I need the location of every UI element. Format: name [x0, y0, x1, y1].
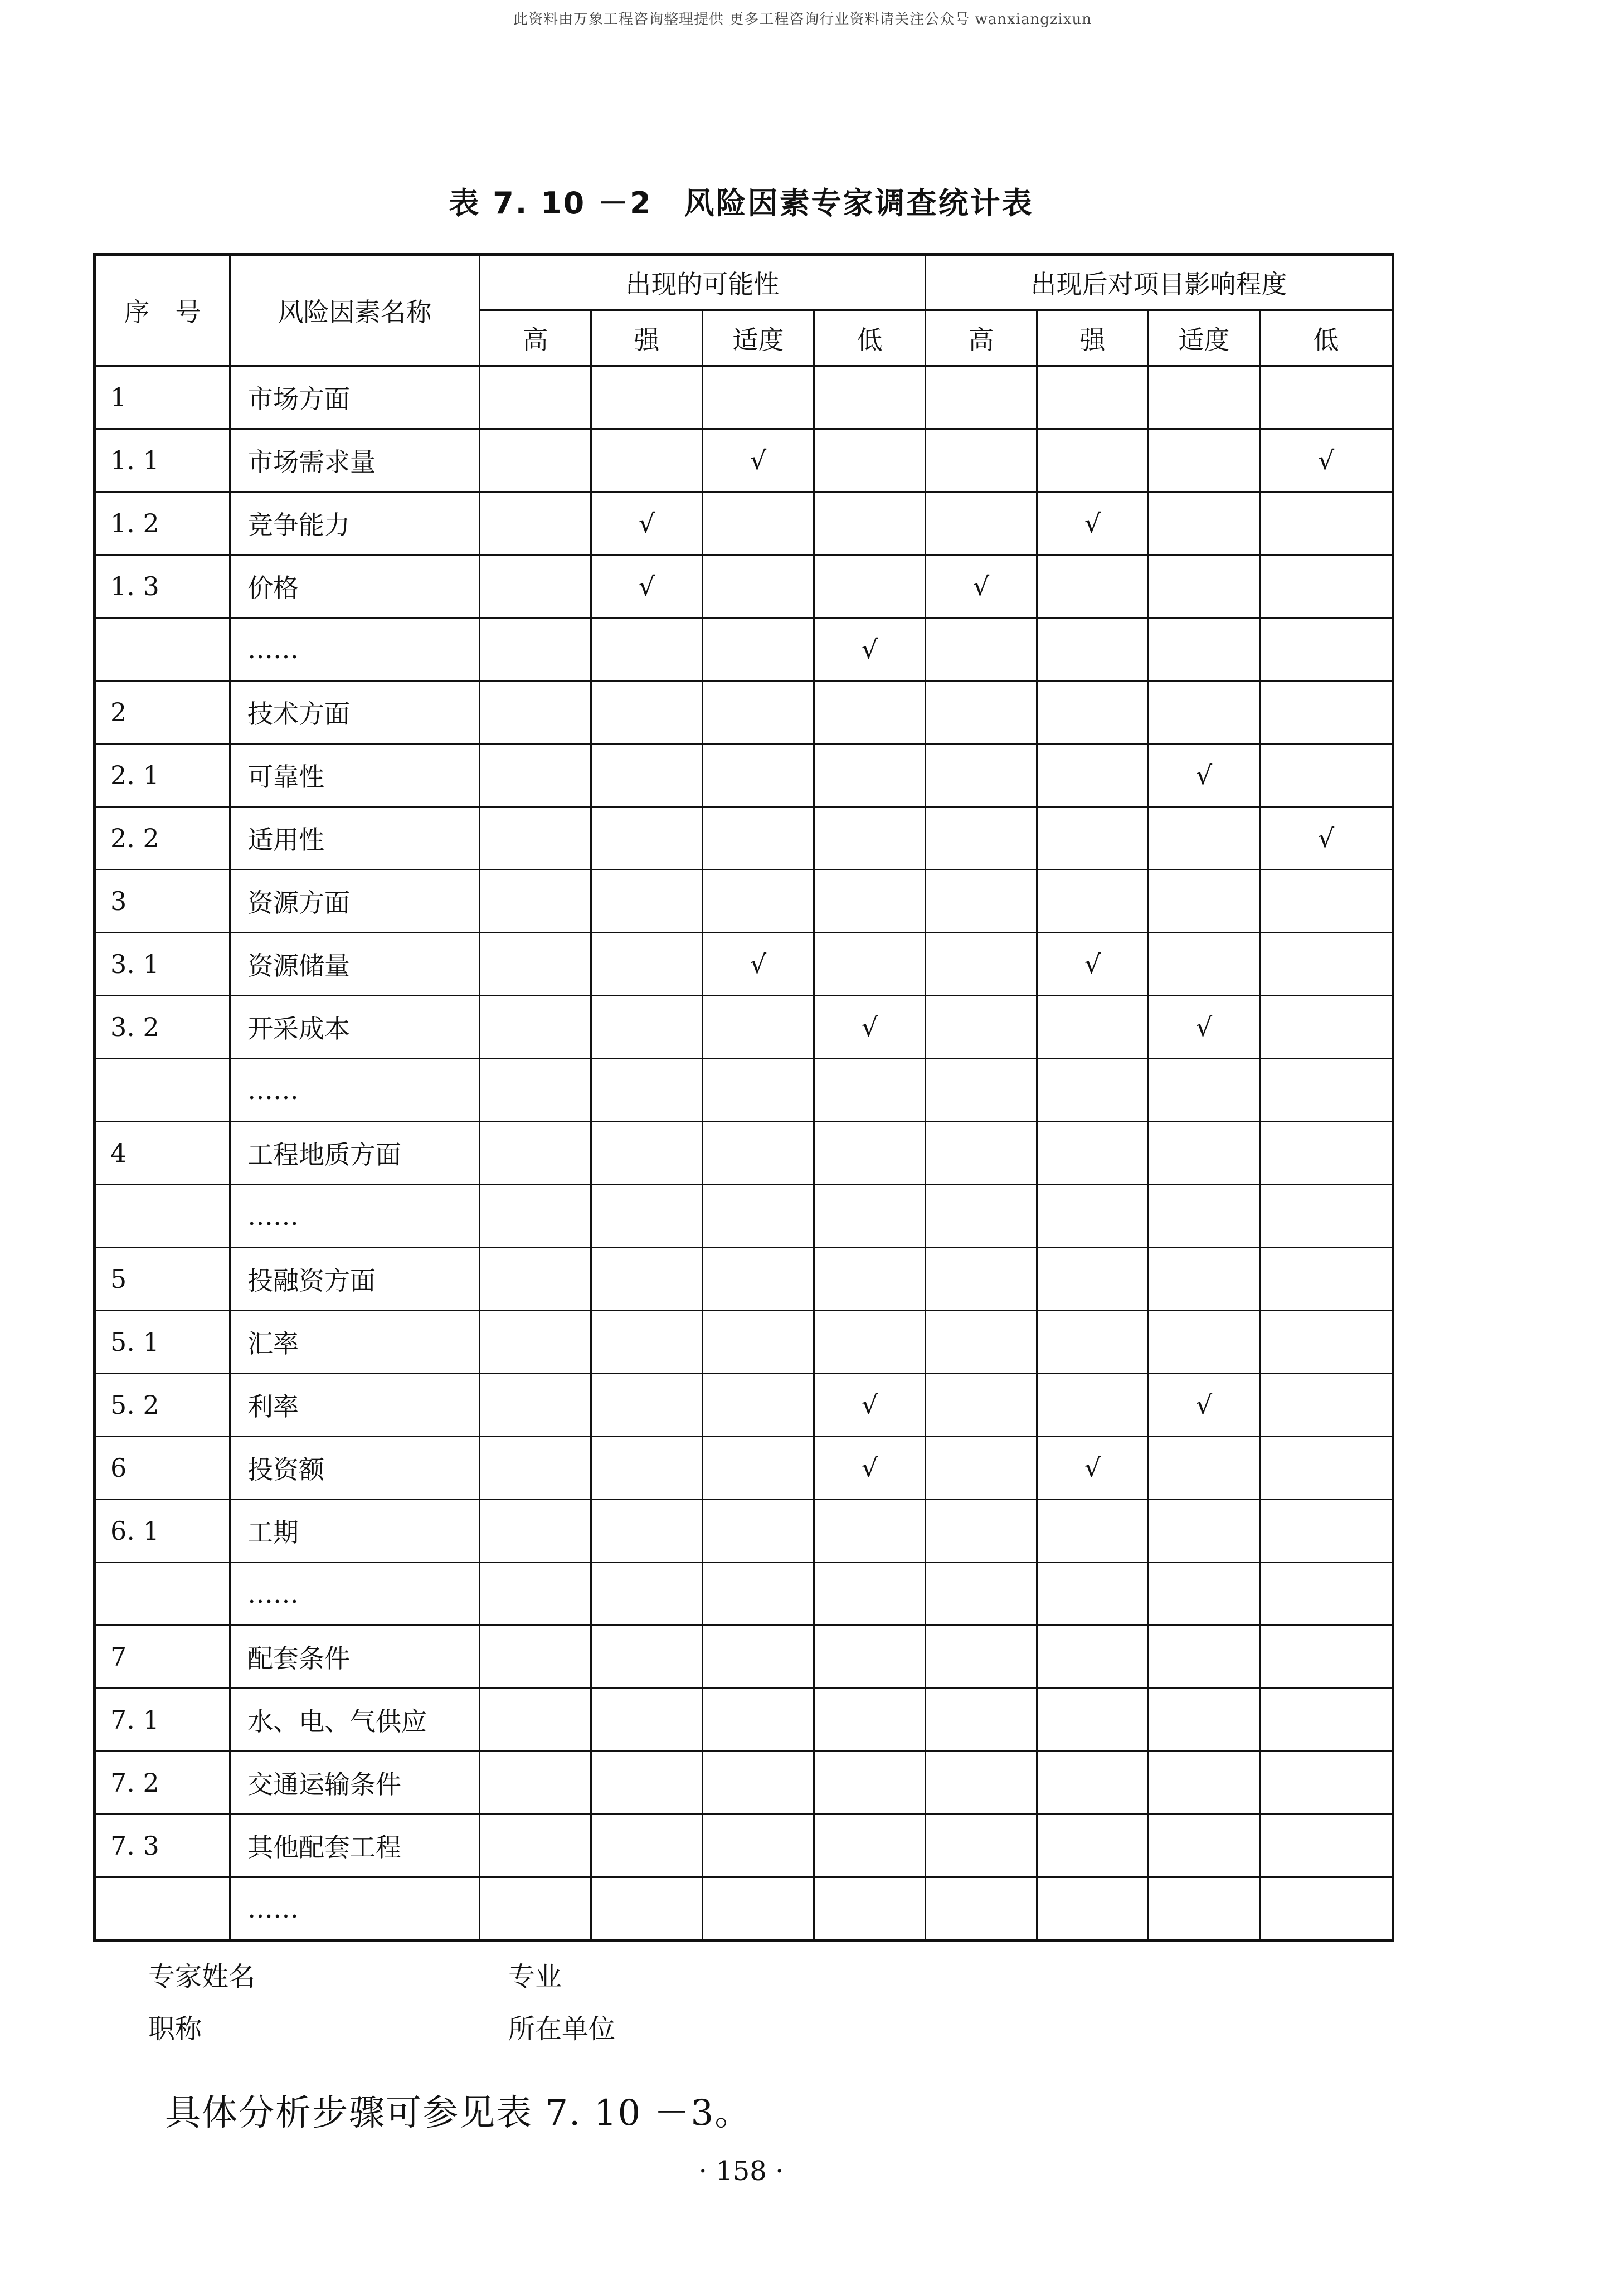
row-seq: 5 [95, 1248, 230, 1311]
empty-cell [926, 870, 1037, 933]
empty-cell [926, 996, 1037, 1059]
empty-cell [703, 807, 814, 870]
check-mark-cell: √ [591, 492, 703, 555]
row-seq: 3. 2 [95, 996, 230, 1059]
row-seq: 1. 2 [95, 492, 230, 555]
empty-cell [1149, 492, 1260, 555]
empty-cell [480, 1059, 591, 1122]
empty-cell [1037, 681, 1149, 744]
empty-cell [1260, 1877, 1393, 1940]
empty-cell [703, 1059, 814, 1122]
empty-cell [703, 1815, 814, 1877]
risk-table-body [95, 366, 1393, 1940]
table-row [95, 1689, 1393, 1752]
empty-cell [1260, 1185, 1393, 1248]
empty-cell [926, 1689, 1037, 1752]
empty-cell [1260, 996, 1393, 1059]
empty-cell [480, 1437, 591, 1500]
empty-cell [703, 870, 814, 933]
empty-cell [926, 1248, 1037, 1311]
empty-cell [480, 933, 591, 996]
empty-cell [703, 1185, 814, 1248]
empty-cell [1037, 807, 1149, 870]
row-risk-name: 资源方面 [230, 870, 480, 933]
empty-cell [591, 1500, 703, 1563]
table-row [95, 366, 1393, 429]
empty-cell [591, 1374, 703, 1437]
empty-cell [591, 933, 703, 996]
empty-cell [814, 1815, 926, 1877]
empty-cell [1149, 618, 1260, 681]
empty-cell [703, 1752, 814, 1815]
empty-cell [1149, 1815, 1260, 1877]
row-risk-name: 汇率 [230, 1311, 480, 1374]
empty-cell [1149, 1626, 1260, 1689]
empty-cell [1037, 366, 1149, 429]
empty-cell [703, 1374, 814, 1437]
empty-cell [1037, 618, 1149, 681]
empty-cell [1149, 555, 1260, 618]
row-risk-name: 可靠性 [230, 744, 480, 807]
empty-cell [703, 1437, 814, 1500]
empty-cell [1260, 1500, 1393, 1563]
empty-cell [480, 807, 591, 870]
empty-cell [591, 429, 703, 492]
table-row [95, 1374, 1393, 1437]
row-risk-name: 工程地质方面 [230, 1122, 480, 1185]
check-mark-cell: √ [814, 1437, 926, 1500]
table-title: 表 7. 10 －2 风险因素专家调查统计表 [449, 186, 1034, 221]
header-possibility: 出现的可能性 [480, 255, 926, 310]
empty-cell [814, 492, 926, 555]
empty-cell [814, 1059, 926, 1122]
expert-name-label: 专家姓名 [148, 1961, 256, 1992]
empty-cell [1037, 744, 1149, 807]
check-mark-cell: √ [814, 996, 926, 1059]
check-mark-cell: √ [1260, 429, 1393, 492]
row-risk-name: 竞争能力 [230, 492, 480, 555]
empty-cell [591, 1689, 703, 1752]
empty-cell [814, 1500, 926, 1563]
row-seq [95, 1185, 230, 1248]
empty-cell [1037, 1815, 1149, 1877]
check-mark-cell: √ [926, 555, 1037, 618]
empty-cell [480, 996, 591, 1059]
row-risk-name: 水、电、气供应 [230, 1689, 480, 1752]
empty-cell [814, 681, 926, 744]
row-seq: 5. 1 [95, 1311, 230, 1374]
level-strong: 强 [1037, 310, 1149, 366]
empty-cell [814, 870, 926, 933]
empty-cell [591, 618, 703, 681]
empty-cell [703, 1311, 814, 1374]
table-row [95, 1248, 1393, 1311]
empty-cell [1037, 555, 1149, 618]
check-mark-cell: √ [591, 555, 703, 618]
empty-cell [703, 1122, 814, 1185]
empty-cell [1037, 429, 1149, 492]
check-mark-cell: √ [1149, 744, 1260, 807]
empty-cell [703, 492, 814, 555]
empty-cell [814, 1185, 926, 1248]
empty-cell [480, 492, 591, 555]
row-seq [95, 1877, 230, 1940]
empty-cell [1149, 807, 1260, 870]
empty-cell [591, 1815, 703, 1877]
row-risk-name: 市场需求量 [230, 429, 480, 492]
row-seq [95, 1563, 230, 1626]
empty-cell [1037, 870, 1149, 933]
empty-cell [1149, 1500, 1260, 1563]
empty-cell [1260, 1563, 1393, 1626]
row-risk-name: …… [230, 1563, 480, 1626]
empty-cell [1037, 1059, 1149, 1122]
row-risk-name: 价格 [230, 555, 480, 618]
table-row [95, 744, 1393, 807]
empty-cell [591, 1752, 703, 1815]
empty-cell [591, 1122, 703, 1185]
empty-cell [703, 1500, 814, 1563]
empty-cell [480, 366, 591, 429]
empty-cell [1260, 744, 1393, 807]
row-risk-name: 投融资方面 [230, 1248, 480, 1311]
table-row [95, 492, 1393, 555]
row-seq: 5. 2 [95, 1374, 230, 1437]
row-risk-name: 适用性 [230, 807, 480, 870]
empty-cell [926, 1374, 1037, 1437]
body-paragraph: 具体分析步骤可参见表 7. 10 －3。 [165, 2093, 752, 2134]
table-row [95, 1437, 1393, 1500]
empty-cell [1149, 1563, 1260, 1626]
empty-cell [926, 1815, 1037, 1877]
row-seq [95, 1059, 230, 1122]
check-mark-cell: √ [814, 618, 926, 681]
empty-cell [591, 366, 703, 429]
table-row [95, 1626, 1393, 1689]
row-risk-name: 投资额 [230, 1437, 480, 1500]
empty-cell [926, 618, 1037, 681]
row-seq: 6. 1 [95, 1500, 230, 1563]
empty-cell [480, 618, 591, 681]
row-risk-name: 交通运输条件 [230, 1752, 480, 1815]
empty-cell [1260, 1752, 1393, 1815]
empty-cell [926, 1437, 1037, 1500]
row-risk-name: 市场方面 [230, 366, 480, 429]
empty-cell [1260, 366, 1393, 429]
row-risk-name: …… [230, 618, 480, 681]
empty-cell [814, 807, 926, 870]
empty-cell [480, 1311, 591, 1374]
empty-cell [591, 1626, 703, 1689]
empty-cell [480, 1877, 591, 1940]
level-high: 高 [480, 310, 591, 366]
table-row [95, 807, 1393, 870]
job-title-label: 职称 [148, 2013, 202, 2045]
header-risk-name: 风险因素名称 [230, 255, 480, 366]
level-high: 高 [926, 310, 1037, 366]
empty-cell [591, 681, 703, 744]
header-impact: 出现后对项目影响程度 [926, 255, 1393, 310]
empty-cell [591, 807, 703, 870]
check-mark-cell: √ [1260, 807, 1393, 870]
empty-cell [814, 1877, 926, 1940]
table-row [95, 1752, 1393, 1815]
empty-cell [1260, 1374, 1393, 1437]
table-row [95, 996, 1393, 1059]
empty-cell [1260, 870, 1393, 933]
empty-cell [703, 1877, 814, 1940]
empty-cell [480, 1500, 591, 1563]
row-seq: 3. 1 [95, 933, 230, 996]
empty-cell [814, 1311, 926, 1374]
level-moderate: 适度 [703, 310, 814, 366]
empty-cell [1260, 492, 1393, 555]
row-seq: 3 [95, 870, 230, 933]
empty-cell [1149, 870, 1260, 933]
empty-cell [926, 681, 1037, 744]
row-seq: 4 [95, 1122, 230, 1185]
empty-cell [926, 1877, 1037, 1940]
empty-cell [591, 744, 703, 807]
unit-label: 所在单位 [508, 2013, 616, 2045]
empty-cell [703, 996, 814, 1059]
row-seq: 7 [95, 1626, 230, 1689]
empty-cell [703, 1626, 814, 1689]
empty-cell [814, 933, 926, 996]
row-risk-name: 其他配套工程 [230, 1815, 480, 1877]
empty-cell [591, 1059, 703, 1122]
empty-cell [926, 1122, 1037, 1185]
empty-cell [926, 1185, 1037, 1248]
table-row [95, 681, 1393, 744]
empty-cell [703, 744, 814, 807]
empty-cell [1260, 555, 1393, 618]
level-low: 低 [1260, 310, 1393, 366]
level-low: 低 [814, 310, 926, 366]
empty-cell [1260, 933, 1393, 996]
row-risk-name: 配套条件 [230, 1626, 480, 1689]
empty-cell [926, 1500, 1037, 1563]
empty-cell [1149, 1122, 1260, 1185]
row-seq: 2 [95, 681, 230, 744]
empty-cell [1037, 1122, 1149, 1185]
header-seq: 序 号 [95, 255, 230, 366]
row-risk-name: 利率 [230, 1374, 480, 1437]
empty-cell [703, 1248, 814, 1311]
row-risk-name: 工期 [230, 1500, 480, 1563]
empty-cell [480, 1185, 591, 1248]
empty-cell [480, 1563, 591, 1626]
empty-cell [814, 366, 926, 429]
empty-cell [814, 744, 926, 807]
empty-cell [703, 1563, 814, 1626]
row-seq: 2. 1 [95, 744, 230, 807]
check-mark-cell: √ [1037, 492, 1149, 555]
empty-cell [1149, 1437, 1260, 1500]
table-row [95, 555, 1393, 618]
table-row [95, 1815, 1393, 1877]
table-row [95, 429, 1393, 492]
empty-cell [591, 1311, 703, 1374]
empty-cell [814, 429, 926, 492]
empty-cell [1149, 1877, 1260, 1940]
empty-cell [926, 492, 1037, 555]
empty-cell [1037, 1185, 1149, 1248]
empty-cell [1149, 681, 1260, 744]
empty-cell [1037, 1689, 1149, 1752]
empty-cell [1149, 1185, 1260, 1248]
empty-cell [1260, 1815, 1393, 1877]
row-risk-name: …… [230, 1059, 480, 1122]
empty-cell [480, 1374, 591, 1437]
row-risk-name: …… [230, 1877, 480, 1940]
table-row [95, 618, 1393, 681]
empty-cell [480, 870, 591, 933]
empty-cell [1260, 1122, 1393, 1185]
row-seq: 7. 1 [95, 1689, 230, 1752]
empty-cell [1260, 1689, 1393, 1752]
empty-cell [591, 1248, 703, 1311]
empty-cell [926, 1059, 1037, 1122]
empty-cell [480, 1248, 591, 1311]
level-strong: 强 [591, 310, 703, 366]
empty-cell [926, 807, 1037, 870]
empty-cell [591, 996, 703, 1059]
empty-cell [1037, 1563, 1149, 1626]
check-mark-cell: √ [703, 429, 814, 492]
check-mark-cell: √ [1149, 996, 1260, 1059]
empty-cell [703, 1689, 814, 1752]
empty-cell [1260, 1248, 1393, 1311]
empty-cell [1149, 429, 1260, 492]
level-moderate: 适度 [1149, 310, 1260, 366]
empty-cell [814, 1248, 926, 1311]
empty-cell [814, 1752, 926, 1815]
empty-cell [926, 933, 1037, 996]
row-seq: 1. 3 [95, 555, 230, 618]
empty-cell [480, 1689, 591, 1752]
empty-cell [1149, 366, 1260, 429]
table-row [95, 1185, 1393, 1248]
empty-cell [1149, 1689, 1260, 1752]
empty-cell [480, 744, 591, 807]
empty-cell [1037, 1877, 1149, 1940]
empty-cell [591, 1877, 703, 1940]
empty-cell [814, 1689, 926, 1752]
table-row [95, 1877, 1393, 1940]
empty-cell [814, 1563, 926, 1626]
page-number: · 158 · [698, 2156, 784, 2187]
empty-cell [480, 1815, 591, 1877]
empty-cell [1037, 996, 1149, 1059]
empty-cell [1260, 618, 1393, 681]
empty-cell [814, 1626, 926, 1689]
row-seq: 1 [95, 366, 230, 429]
row-seq: 7. 3 [95, 1815, 230, 1877]
empty-cell [591, 1437, 703, 1500]
empty-cell [703, 681, 814, 744]
empty-cell [1037, 1248, 1149, 1311]
empty-cell [480, 1122, 591, 1185]
table-row [95, 1500, 1393, 1563]
check-mark-cell: √ [814, 1374, 926, 1437]
empty-cell [1149, 1059, 1260, 1122]
empty-cell [703, 366, 814, 429]
row-risk-name: …… [230, 1185, 480, 1248]
table-row [95, 1311, 1393, 1374]
row-seq: 7. 2 [95, 1752, 230, 1815]
table-row [95, 870, 1393, 933]
empty-cell [480, 1752, 591, 1815]
row-seq: 2. 2 [95, 807, 230, 870]
table-row [95, 1563, 1393, 1626]
row-risk-name: 开采成本 [230, 996, 480, 1059]
empty-cell [1260, 1311, 1393, 1374]
empty-cell [1149, 1248, 1260, 1311]
empty-cell [591, 1185, 703, 1248]
empty-cell [1260, 681, 1393, 744]
empty-cell [926, 1626, 1037, 1689]
empty-cell [480, 555, 591, 618]
empty-cell [703, 555, 814, 618]
row-risk-name: 资源储量 [230, 933, 480, 996]
table-row [95, 1059, 1393, 1122]
empty-cell [926, 744, 1037, 807]
empty-cell [1037, 1500, 1149, 1563]
empty-cell [480, 1626, 591, 1689]
empty-cell [1260, 1626, 1393, 1689]
empty-cell [1037, 1374, 1149, 1437]
row-risk-name: 技术方面 [230, 681, 480, 744]
empty-cell [1260, 1059, 1393, 1122]
empty-cell [1149, 1752, 1260, 1815]
empty-cell [814, 555, 926, 618]
check-mark-cell: √ [1037, 933, 1149, 996]
empty-cell [1037, 1311, 1149, 1374]
empty-cell [1149, 1311, 1260, 1374]
empty-cell [814, 1122, 926, 1185]
row-seq [95, 618, 230, 681]
check-mark-cell: √ [1037, 1437, 1149, 1500]
row-seq: 6 [95, 1437, 230, 1500]
empty-cell [1260, 1437, 1393, 1500]
empty-cell [591, 870, 703, 933]
row-seq: 1. 1 [95, 429, 230, 492]
risk-survey-table [93, 253, 1394, 1942]
empty-cell [480, 429, 591, 492]
empty-cell [926, 1563, 1037, 1626]
empty-cell [1037, 1752, 1149, 1815]
check-mark-cell: √ [703, 933, 814, 996]
table-row [95, 933, 1393, 996]
empty-cell [1037, 1626, 1149, 1689]
empty-cell [926, 1752, 1037, 1815]
empty-cell [926, 366, 1037, 429]
empty-cell [926, 429, 1037, 492]
empty-cell [591, 1563, 703, 1626]
empty-cell [480, 681, 591, 744]
table-row [95, 1122, 1393, 1185]
empty-cell [1149, 933, 1260, 996]
check-mark-cell: √ [1149, 1374, 1260, 1437]
empty-cell [926, 1311, 1037, 1374]
empty-cell [703, 618, 814, 681]
header-watermark: 此资料由万象工程咨询整理提供 更多工程咨询行业资料请关注公众号 wanxiangzixun [513, 11, 1092, 28]
specialty-label: 专业 [508, 1961, 562, 1992]
